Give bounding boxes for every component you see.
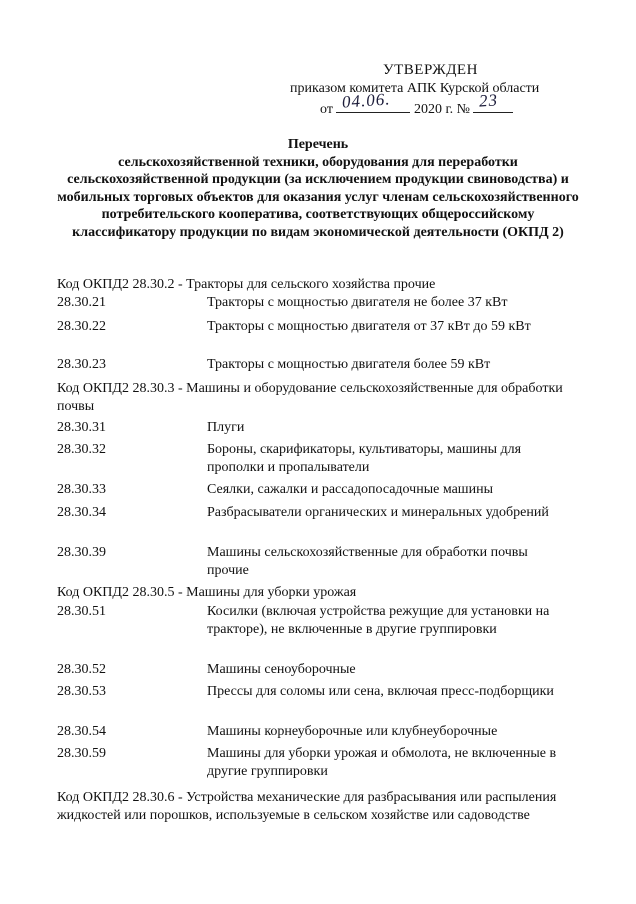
item-code: 28.30.31 bbox=[57, 420, 106, 435]
item-description: Тракторы с мощностью двигателя не более 37 кВт bbox=[207, 295, 508, 310]
number-blank bbox=[473, 90, 513, 113]
item-description: Плуги bbox=[207, 420, 245, 435]
item-code: 28.30.51 bbox=[57, 604, 106, 619]
item-description: Машины для уборки урожая и обмолота, не включенные в другие группировки bbox=[207, 746, 557, 779]
list-heading bbox=[55, 136, 581, 242]
item-code: 28.30.32 bbox=[57, 442, 106, 457]
item-description: Тракторы с мощностью двигателя более 59 кВт bbox=[207, 357, 491, 372]
group-heading: Код ОКПД2 28.30.2 - Тракторы для сельского хозяйства прочие bbox=[57, 277, 436, 292]
approval-title: УТВЕРЖДЕН bbox=[383, 62, 478, 78]
approval-date-line bbox=[320, 89, 513, 118]
item-description: Сеялки, сажалки и рассадопосадочные машины bbox=[207, 482, 493, 497]
group-heading: Код ОКПД2 28.30.6 - Устройства механические для разбрасывания или распыления жидкостей или порошков, используемые в сельском хозяйстве или садоводстве bbox=[57, 790, 557, 823]
item-code: 28.30.39 bbox=[57, 545, 106, 560]
item-description: Тракторы с мощностью двигателя от 37 кВт до 59 кВт bbox=[207, 319, 531, 334]
date-prefix: от bbox=[320, 102, 333, 117]
group-heading: Код ОКПД2 28.30.5 - Машины для уборки урожая bbox=[57, 585, 357, 600]
item-code: 28.30.22 bbox=[57, 319, 106, 334]
item-description: Машины сельскохозяйственные для обработки почвы прочие bbox=[207, 545, 528, 578]
item-description: Косилки (включая устройства режущие для установки на тракторе), не включенные в другие группировки bbox=[207, 604, 550, 637]
item-code: 28.30.59 bbox=[57, 746, 106, 761]
date-blank bbox=[336, 89, 410, 113]
handwritten-date: 04.06. bbox=[341, 89, 392, 112]
item-code: 28.30.34 bbox=[57, 505, 106, 520]
list-subtitle: сельскохозяйственной техники, оборудования для переработки сельскохозяйственной продукции (за исключением продукции свиноводства) и мобильных торговых объектов для оказания услуг членам сельскохозяйственного потребительского кооператива, соответствующих общероссийскому классификатору продукции по видам экономической деятельности (ОКПД 2) bbox=[57, 154, 579, 240]
item-code: 28.30.53 bbox=[57, 684, 106, 699]
approval-order-text: приказом комитета АПК Курской области bbox=[290, 81, 540, 96]
item-code: 28.30.54 bbox=[57, 724, 106, 739]
item-description: Прессы для соломы или сена, включая пресс-подборщики bbox=[207, 684, 554, 699]
item-code: 28.30.23 bbox=[57, 357, 106, 372]
group-heading: Код ОКПД2 28.30.3 - Машины и оборудование сельскохозяйственные для обработки почвы bbox=[57, 381, 563, 414]
handwritten-number: 23 bbox=[478, 90, 500, 111]
item-description: Бороны, скарификаторы, культиваторы, машины для прополки и пропалыватели bbox=[207, 442, 522, 475]
item-code: 28.30.52 bbox=[57, 662, 106, 677]
list-title: Перечень bbox=[287, 137, 349, 152]
item-description: Машины сеноуборочные bbox=[207, 662, 356, 677]
item-description: Машины корнеуборочные или клубнеуборочные bbox=[207, 724, 498, 739]
item-code: 28.30.21 bbox=[57, 295, 106, 310]
year-text: 2020 г. № bbox=[413, 102, 470, 117]
item-description: Разбрасыватели органических и минеральных удобрений bbox=[207, 505, 549, 520]
item-code: 28.30.33 bbox=[57, 482, 106, 497]
